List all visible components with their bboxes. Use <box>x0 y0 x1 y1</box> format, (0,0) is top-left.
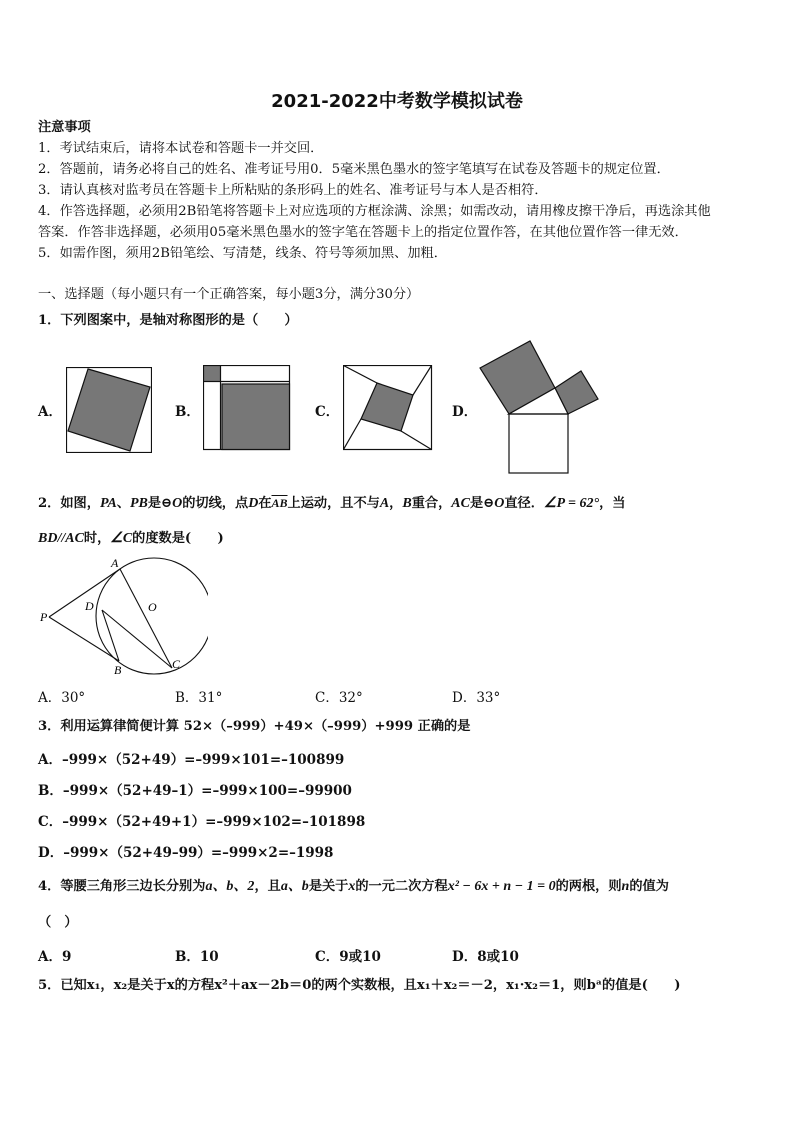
q3-option-c: C．–999×（52+49+1）=–999×102=–101898 <box>38 814 366 830</box>
q1-option-b-label: B． <box>175 404 200 420</box>
q2-label-b: B <box>114 663 122 677</box>
notice-item-1: 1．考试结束后，请将本试卷和答题卡一并交回． <box>38 141 324 156</box>
notice-item-3: 3．请认真核对监考员在答题卡上所粘贴的条形码上的姓名、准考证号与本人是否相符． <box>38 183 548 198</box>
notice-item-5: 5．如需作图，须用2B铅笔绘、写清楚，线条、符号等须加黑、加粗． <box>38 246 447 261</box>
q4-option-b: B．10 <box>175 949 219 965</box>
q2-circle-figure <box>38 553 208 678</box>
q4-option-a: A．9 <box>38 949 72 965</box>
q1-option-a-label: A． <box>38 404 62 420</box>
q2-label-d: D <box>85 599 94 613</box>
notice-heading: 注意事项 <box>38 120 91 135</box>
q1-option-b-figure <box>203 365 291 451</box>
q2-label-c: C <box>172 657 181 671</box>
q2-stem-line2: BD//AC时，∠C的度数是( ) <box>38 531 224 546</box>
q1-option-d-figure <box>478 340 603 476</box>
q2-option-a: A．30° <box>38 690 86 706</box>
q2-option-d: D．33° <box>452 690 501 706</box>
q1-option-d-label: D． <box>452 404 478 420</box>
q2-option-b: B．31° <box>175 690 223 706</box>
q3-option-b: B．–999×（52+49–1）=–999×100=–99900 <box>38 783 352 799</box>
notice-item-2: 2．答题前，请务必将自己的姓名、准考证号用0．5毫米黑色墨水的签字笔填写在试卷及答题卡的规定位置． <box>38 162 670 177</box>
q1-option-c-figure <box>343 365 433 451</box>
q2-label-a: A <box>111 556 119 570</box>
q3-option-d: D．–999×（52+49–99）=–999×2=–1998 <box>38 845 334 861</box>
q2-label-o: O <box>148 600 157 614</box>
q2-option-c: C．32° <box>315 690 363 706</box>
section-heading: 一、选择题（每小题只有一个正确答案，每小题3分，满分30分） <box>38 287 420 302</box>
q1-option-c-label: C． <box>315 404 340 420</box>
page-title: 2021-2022中考数学模拟试卷 <box>271 91 523 112</box>
notice-item-4: 4．作答选择题，必须用2B铅笔将答题卡上对应选项的方框涂满、涂黑；如需改动，请用橡皮擦干净后，再选涂其他 <box>38 204 711 219</box>
q4-option-d: D．8或10 <box>452 949 519 965</box>
q1-option-a-figure <box>66 367 152 453</box>
q3-stem: 3．利用运算律简便计算 52×（–999）+49×（–999）+999 正确的是 <box>38 719 471 734</box>
q5-stem: 5．已知x₁，x₂是关于x的方程x²＋ax－2b＝0的两个实数根，且x₁＋x₂＝－2，x₁·x₂＝1，则bᵃ的值是( ) <box>38 978 681 993</box>
q1-stem: 1．下列图案中，是轴对称图形的是（ ） <box>38 313 298 328</box>
q2-stem-line1: 2．如图，PA、PB是⊖O的切线，点D在$\overline{AB}$上运动，且不与A，B重合，AC是⊖O直径．∠P = 62°，当 <box>38 496 626 511</box>
notice-item-4-cont: 答案．作答非选择题，必须用05毫米黑色墨水的签字笔在答题卡上的指定位置作答，在其他位置作答一律无效． <box>38 225 688 240</box>
q3-option-a: A．–999×（52+49）=–999×101=–100899 <box>38 752 345 768</box>
q4-stem: 4．等腰三角形三边长分别为a、b、2，且a、b是关于x的一元二次方程x² − 6x + n − 1 = 0的两根，则n的值为 <box>38 879 669 894</box>
q2-label-p: P <box>40 610 48 624</box>
q4-option-c: C．9或10 <box>315 949 381 965</box>
q4-answer-paren: （ ） <box>38 915 78 930</box>
